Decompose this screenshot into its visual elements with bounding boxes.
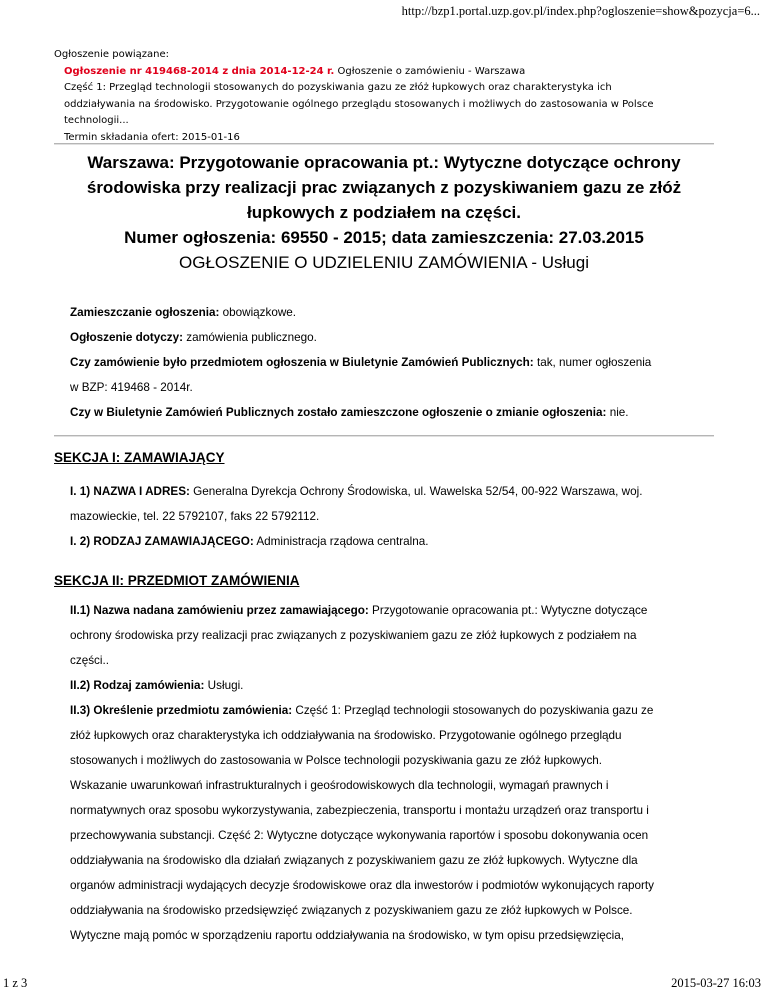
related-heading: Ogłoszenie powiązane: bbox=[54, 49, 170, 60]
field-name-address: I. 1) NAZWA I ADRES: Generalna Dyrekcja Ochrony Środowiska, ul. Wawelska 52/54, 00-922 Warszawa, woj. bbox=[70, 485, 643, 498]
field-subject-cont: normatywnych oraz sposobu wykorzystywania, zabezpieczenia, transportu i montażu urządzeń oraz transportu i bbox=[70, 804, 649, 817]
related-body bbox=[54, 64, 714, 147]
title-line: Warszawa: Przygotowanie opracowania pt.: Wytyczne dotyczące ochrony bbox=[87, 153, 681, 172]
field-subject-cont: stosowanych i możliwych do zastosowania w Polsce technologii pozyskiwania gazu ze złóż łupkowych. bbox=[70, 754, 603, 767]
field-name-address-cont: mazowieckie, tel. 22 5792107, faks 22 5792112. bbox=[70, 510, 320, 523]
field-contract-name-cont: ochrony środowiska przy realizacji prac związanych z pozyskiwaniem gazu ze złóż łupkowych z podziałem na bbox=[70, 629, 637, 642]
field-subject-cont: oddziaływania na środowisko przedsięwzięć związanych z pozyskiwaniem gazu ze złóż łupkowych w Polsce. bbox=[70, 904, 633, 917]
related-announcement-link[interactable]: Ogłoszenie nr 419468-2014 z dnia 2014-12-24 r. bbox=[64, 65, 335, 77]
related-link-suffix: Ogłoszenie o zamówieniu - Warszawa bbox=[334, 65, 526, 77]
field-contracting-type: I. 2) RODZAJ ZAMAWIAJĄCEGO: Administracja rządowa centralna. bbox=[70, 535, 429, 548]
related-desc-line: technologii... bbox=[64, 115, 129, 126]
announcement-type: OGŁOSZENIE O UDZIELENIU ZAMÓWIENIA - Usługi bbox=[179, 253, 589, 272]
title-line: środowiska przy realizacji prac związanych z pozyskiwaniem gazu ze złóż bbox=[86, 178, 682, 197]
field-contract-name: II.1) Nazwa nadana zamówieniu przez zamawiającego: Przygotowanie opracowania pt.: Wytyczne dotyczące bbox=[70, 604, 648, 617]
field-subject-cont: oddziaływania na środowisko dla działań związanych z pozyskiwaniem gazu ze złóż łupkowych. Wytyczne dla bbox=[70, 854, 638, 867]
related-desc-line: oddziaływania na środowisko. Przygotowanie ogólnego przeglądu stosowanych i możliwych do zastosowania w Polsce bbox=[64, 98, 654, 110]
field-contract-name-cont: części.. bbox=[70, 654, 109, 667]
field-bzp-notice-cont: w BZP: 419468 - 2014r. bbox=[70, 381, 193, 394]
section-2-heading: SEKCJA II: PRZEDMIOT ZAMÓWIENIA bbox=[54, 573, 300, 588]
section-2-body bbox=[70, 598, 720, 948]
field-subject-cont: Wskazanie uwarunkowań infrastrukturalnych i geośrodowiskowych dla technologii, wymagań prawnych i bbox=[70, 779, 609, 792]
field-concerns: Ogłoszenie dotyczy: zamówienia publicznego. bbox=[70, 331, 317, 344]
print-timestamp: 2015-03-27 16:03 bbox=[671, 976, 761, 990]
page-title bbox=[54, 150, 714, 275]
announcement-number: Numer ogłoszenia: 69550 - 2015; data zamieszczenia: 27.03.2015 bbox=[124, 228, 644, 247]
field-subject: II.3) Określenie przedmiotu zamówienia: Część 1: Przegląd technologii stosowanych do pozyskiwania gazu ze bbox=[70, 704, 654, 717]
field-subject-cont: Wytyczne mają pomóc w sporządzeniu raportu oddziaływania na środowisko, w tym opisu przedsięwzięcia, bbox=[70, 929, 624, 942]
related-deadline: Termin składania ofert: 2015-01-16 bbox=[64, 131, 240, 143]
related-desc-line: Część 1: Przegląd technologii stosowanych do pozyskiwania gazu ze złóż łupkowych oraz charakterystyka ich bbox=[64, 82, 612, 93]
field-subject-cont: przechowywania substancji. Część 2: Wytyczne dotyczące wykonywania raportów i sposobu dokonywania ocen bbox=[70, 829, 649, 842]
title-line: łupkowych z podziałem na części. bbox=[247, 203, 521, 222]
field-subject-cont: złóż łupkowych oraz charakterystyka ich oddziaływania na środowisko. Przygotowanie ogólnego przeglądu bbox=[70, 729, 622, 742]
page-url: http://bzp1.portal.uzp.gov.pl/index.php?ogloszenie=show&pozycja=6... bbox=[401, 4, 760, 18]
related-announcement bbox=[54, 47, 714, 146]
divider bbox=[54, 143, 714, 145]
section-1-heading: SEKCJA I: ZAMAWIAJĄCY bbox=[54, 450, 225, 465]
page-indicator: 1 z 3 bbox=[3, 976, 28, 990]
field-change-notice: Czy w Biuletynie Zamówień Publicznych zostało zamieszczone ogłoszenie o zmianie ogłoszenia: nie. bbox=[70, 406, 629, 419]
section-1-body bbox=[70, 479, 720, 554]
field-publication: Zamieszczanie ogłoszenia: obowiązkowe. bbox=[70, 306, 297, 319]
field-bzp-notice: Czy zamówienie było przedmiotem ogłoszenia w Biuletynie Zamówień Publicznych: tak, numer ogłoszenia bbox=[70, 356, 652, 369]
field-subject-cont: organów administracji wydających decyzje środowiskowe oraz dla inwestorów i podmiotów wykonujących raporty bbox=[70, 879, 654, 892]
divider bbox=[54, 435, 714, 437]
intro-fields bbox=[70, 300, 720, 425]
field-contract-kind: II.2) Rodzaj zamówienia: Usługi. bbox=[70, 679, 244, 692]
